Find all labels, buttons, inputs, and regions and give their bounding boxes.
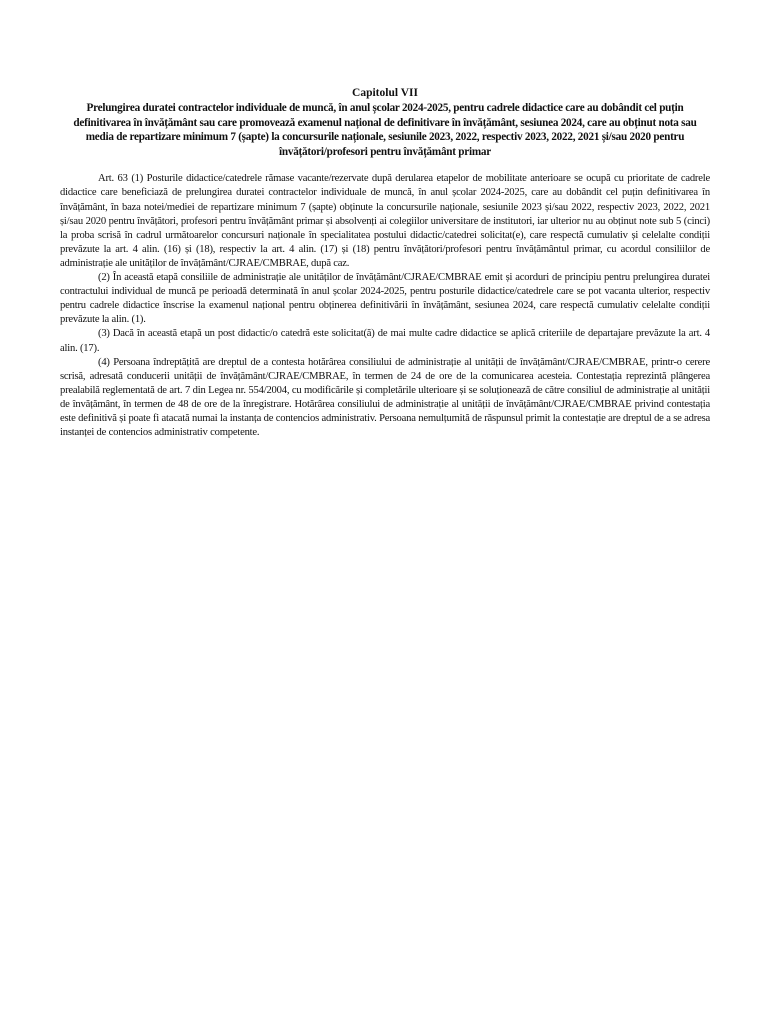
article-paragraph-2: (2) În această etapă consiliile de administrație ale unităților de învățământ/CJRAE/CMBRAE emit și acorduri de principiu pentru prelungirea duratei contractului individual de muncă pe perioadă determinată în anul școlar 2024-2025, pentru posturile didactice/catedrele care se pot vacanta ulterior, respectiv pentru cadrele didactice înscrise la examenul național pentru obținerea definitivării în învățământ, sesiunea 2024, care respectă cumulativ celelalte condiții prevăzute la alin. (1). xyxy=(60,272,710,326)
article-paragraph-1: Art. 63 (1) Posturile didactice/catedrele rămase vacante/rezervate după derularea etapelor de mobilitate anterioare se ocupă cu prioritate de cadrele didactice care beneficiază de prelungirea duratei contractelor individuale de muncă, în anul școlar 2024-2025, care au dobândit cel puțin definitivarea în învățământ, în baza notei/mediei de repartizare minimum 7 (șapte) obținute la concursurile naționale, sesiunile 2023 și/sau 2022, respectiv 2023, 2022, 2021 și/sau 2020 pentru învățători, profesori pentru învățământ primar și absolvenți ai colegiilor universitare de institutori, iar ulterior nu au obținut note sub 5 (cinci) la proba scrisă în cadrul următoarelor concursuri naționale în specialitatea postului didactic/catedrei solicitat(e), care respectă cumulativ și celelalte condiții prevăzute la art. 4 alin. (16) și (18), respectiv la art. 4 alin. (17) și (18) pentru învățători/profesori pentru învățământul primar, cu acordul consiliilor de administrație ale unităților de învățământ/CJRAE/CMBRAE, după caz. xyxy=(60,173,710,269)
article-paragraph-4: (4) Persoana îndreptățită are dreptul de a contesta hotărârea consiliului de administrație al unității de învățământ/CJRAE/CMBRAE, printr-o cerere scrisă, adresată conducerii unității de învățământ/CJRAE/CMBRAE, în termen de 24 de ore de la comunicarea acesteia. Contestația reprezintă plângerea prealabilă reglementată de art. 7 din Legea nr. 554/2004, cu modificările și completările ulterioare și se soluționează de către consiliul de administrație al unității de învățământ, în termen de 48 de ore de la înregistrare. Hotărârea consiliului de administrație al unității de învățământ/CJRAE/CMBRAE privind contestația este definitivă și poate fi atacată numai la instanța de contencios administrativ. Persoana nemulțumită de răspunsul primit la contestație are dreptul de a se adresa instanței de contencios administrativ competente. xyxy=(60,356,710,439)
chapter-heading: Prelungirea duratei contractelor individuale de muncă, în anul școlar 2024-2025, pentru cadrele didactice care au dobândit cel puțin definitivarea în învățământ sau care promovează examenul național de definitivare în învățământ, sesiunea 2024, care au obținut nota sau media de repartizare minimum 7 (șapte) la concursurile naționale, sesiunile 2023, 2022, respectiv 2023, 2022, 2021 și/sau 2020 pentru învățători/profesori pentru învățământ primar xyxy=(73,102,697,158)
article-body xyxy=(60,172,710,440)
chapter-title: Capitolul VII xyxy=(352,87,418,99)
document-page xyxy=(60,86,710,440)
article-paragraph-3: (3) Dacă în această etapă un post didactic/o catedră este solicitat(ă) de mai multe cadre didactice se aplică criteriile de departajare prevăzute la art. 4 alin. (17). xyxy=(60,328,710,354)
